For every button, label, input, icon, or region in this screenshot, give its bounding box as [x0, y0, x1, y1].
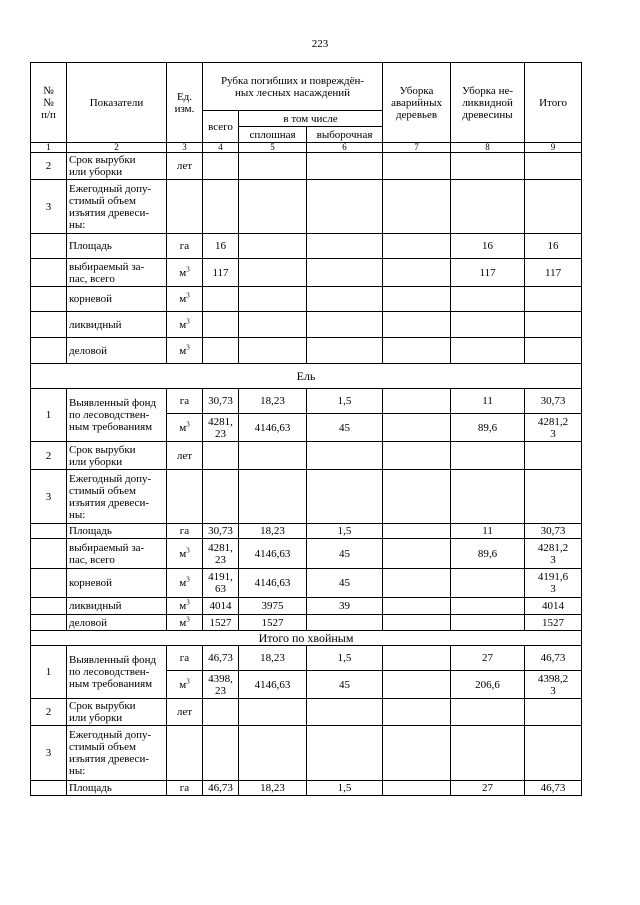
- row-label: Площадь: [67, 524, 167, 539]
- unit-sup: 3: [186, 264, 190, 273]
- value-cell-c4: 16: [203, 234, 239, 259]
- value-cell-c6: [307, 287, 383, 312]
- unit-cell: [167, 539, 203, 569]
- value-cell-c5: [239, 287, 307, 312]
- row-num: [31, 781, 67, 796]
- row-label: Срок вырубки или уборки: [67, 153, 167, 180]
- value-cell-c6: 1,5: [307, 389, 383, 414]
- value-cell-c4: [203, 180, 239, 234]
- unit-cell: [167, 287, 203, 312]
- value-cell-c4: [203, 312, 239, 338]
- row-num: [31, 338, 67, 364]
- unit-m: м: [179, 421, 187, 434]
- value-cell-c4: 30,73: [203, 389, 239, 414]
- value-cell-c7: [383, 781, 451, 796]
- value-cell-c4: 30,73: [203, 524, 239, 539]
- unit-cell: га: [167, 234, 203, 259]
- value-cell-c6: [307, 699, 383, 726]
- value-cell-c7: [383, 312, 451, 338]
- value-cell-c8: 89,6: [451, 539, 525, 569]
- unit-sup: 3: [186, 291, 190, 300]
- value-cell-c5: [239, 338, 307, 364]
- row-label: Площадь: [67, 234, 167, 259]
- value-cell-c8: [451, 470, 525, 524]
- value-cell-c5: 4146,63: [239, 539, 307, 569]
- unit-m: м: [179, 577, 187, 589]
- row-num: [31, 524, 67, 539]
- table-row: [31, 259, 582, 287]
- value-cell-c8: [451, 312, 525, 338]
- row-label: корневой: [67, 569, 167, 598]
- col-number: 8: [451, 143, 525, 153]
- value-cell-c4: 4398, 23: [203, 671, 239, 699]
- row-label: Площадь: [67, 781, 167, 796]
- table-row: [31, 389, 582, 414]
- value-cell-c5: [239, 442, 307, 470]
- value-cell-c9: [525, 699, 582, 726]
- unit-m: м: [179, 266, 187, 279]
- value-cell-c4: [203, 699, 239, 726]
- value-cell-c8: [451, 338, 525, 364]
- value-cell-c5: 4146,63: [239, 671, 307, 699]
- value-cell-c9: [525, 470, 582, 524]
- value-cell-c5: 4146,63: [239, 569, 307, 598]
- unit-cell: [167, 259, 203, 287]
- value-cell-c9: [525, 338, 582, 364]
- value-cell-c4: 117: [203, 259, 239, 287]
- value-cell-c4: 46,73: [203, 781, 239, 796]
- unit-m: м: [179, 547, 187, 560]
- unit-cell: га: [167, 524, 203, 539]
- value-cell-c6: 1,5: [307, 781, 383, 796]
- row-num: [31, 569, 67, 598]
- unit-m: м: [179, 678, 187, 691]
- row-label: ликвидный: [67, 598, 167, 615]
- unit-cell: лет: [167, 442, 203, 470]
- value-cell-c7: [383, 539, 451, 569]
- value-cell-c5: [239, 726, 307, 781]
- unit-m: м: [179, 293, 187, 305]
- value-cell-c5: [239, 699, 307, 726]
- value-cell-c6: [307, 442, 383, 470]
- row-label: Выявленный фонд по лесоводствен- ным требованиям: [67, 646, 167, 699]
- unit-m: м: [179, 600, 187, 612]
- value-cell-c9: 30,73: [525, 389, 582, 414]
- row-num: 2: [31, 699, 67, 726]
- value-cell-c9: [525, 287, 582, 312]
- value-cell-c5: [239, 259, 307, 287]
- value-cell-c6: 45: [307, 671, 383, 699]
- unit-sup: 3: [186, 316, 190, 325]
- unit-sup: 3: [186, 676, 190, 685]
- value-cell-c9: [525, 312, 582, 338]
- row-num: [31, 615, 67, 631]
- value-cell-c5: [239, 234, 307, 259]
- row-num: [31, 539, 67, 569]
- unit-cell: [167, 470, 203, 524]
- value-cell-c8: 11: [451, 524, 525, 539]
- value-cell-c8: [451, 287, 525, 312]
- value-cell-c5: [239, 312, 307, 338]
- value-cell-c7: [383, 338, 451, 364]
- value-cell-c7: [383, 524, 451, 539]
- row-num: [31, 312, 67, 338]
- value-cell-c6: [307, 615, 383, 631]
- table-body: [31, 153, 582, 796]
- section-row: [31, 631, 582, 646]
- value-cell-c4: 4281, 23: [203, 414, 239, 442]
- value-cell-c8: 117: [451, 259, 525, 287]
- row-label: Выявленный фонд по лесоводствен- ным требованиям: [67, 389, 167, 442]
- unit-cell: га: [167, 389, 203, 414]
- table-row: [31, 312, 582, 338]
- value-cell-c5: 1527: [239, 615, 307, 631]
- row-label: выбираемый за- пас, всего: [67, 259, 167, 287]
- row-num: 3: [31, 470, 67, 524]
- value-cell-c6: [307, 338, 383, 364]
- header-indicators: Показатели: [67, 63, 167, 143]
- value-cell-c9: 16: [525, 234, 582, 259]
- value-cell-c9: 4191,6 3: [525, 569, 582, 598]
- table-row: [31, 598, 582, 615]
- unit-sup: 3: [186, 614, 190, 623]
- header-clear: сплошная: [239, 127, 307, 143]
- value-cell-c4: [203, 470, 239, 524]
- column-number-row: [31, 143, 582, 153]
- value-cell-c5: 18,23: [239, 781, 307, 796]
- value-cell-c8: 27: [451, 646, 525, 671]
- row-num: 2: [31, 442, 67, 470]
- value-cell-c8: [451, 569, 525, 598]
- unit-cell: га: [167, 646, 203, 671]
- value-cell-c5: 3975: [239, 598, 307, 615]
- unit-sup: 3: [186, 575, 190, 584]
- value-cell-c6: 45: [307, 569, 383, 598]
- value-cell-c5: 4146,63: [239, 414, 307, 442]
- value-cell-c9: 1527: [525, 615, 582, 631]
- value-cell-c4: 4014: [203, 598, 239, 615]
- value-cell-c7: [383, 569, 451, 598]
- value-cell-c9: [525, 153, 582, 180]
- unit-sup: 3: [186, 545, 190, 554]
- row-num: [31, 234, 67, 259]
- col-number: 4: [203, 143, 239, 153]
- value-cell-c9: 117: [525, 259, 582, 287]
- value-cell-c9: 46,73: [525, 646, 582, 671]
- table-row: [31, 234, 582, 259]
- unit-cell: лет: [167, 699, 203, 726]
- table-row: [31, 726, 582, 781]
- header-felling: Рубка погибших и повреждён- ных лесных насаждений: [203, 63, 383, 111]
- row-num: [31, 598, 67, 615]
- value-cell-c4: 4191, 63: [203, 569, 239, 598]
- value-cell-c9: [525, 180, 582, 234]
- table-row: [31, 615, 582, 631]
- col-number: 1: [31, 143, 67, 153]
- unit-sup: 3: [186, 342, 190, 351]
- table-row: [31, 524, 582, 539]
- forest-data-table: [30, 62, 582, 796]
- section-title: Ель: [31, 364, 582, 389]
- header-including: в том числе: [239, 111, 383, 127]
- page-number: 223: [311, 38, 329, 50]
- value-cell-c9: [525, 726, 582, 781]
- value-cell-c4: [203, 726, 239, 781]
- value-cell-c9: 4014: [525, 598, 582, 615]
- value-cell-c6: 45: [307, 539, 383, 569]
- unit-m: м: [179, 344, 187, 357]
- value-cell-c5: 18,23: [239, 524, 307, 539]
- value-cell-c6: 1,5: [307, 524, 383, 539]
- table-row: [31, 180, 582, 234]
- value-cell-c7: [383, 180, 451, 234]
- value-cell-c7: [383, 646, 451, 671]
- row-label: корневой: [67, 287, 167, 312]
- unit-sup: 3: [186, 598, 190, 607]
- table-row: [31, 781, 582, 796]
- value-cell-c6: [307, 726, 383, 781]
- row-label: Срок вырубки или уборки: [67, 699, 167, 726]
- value-cell-c8: [451, 180, 525, 234]
- value-cell-c4: [203, 442, 239, 470]
- row-num: [31, 259, 67, 287]
- unit-sup: 3: [186, 419, 190, 428]
- value-cell-c8: 11: [451, 389, 525, 414]
- unit-cell: [167, 726, 203, 781]
- value-cell-c5: [239, 470, 307, 524]
- value-cell-c4: [203, 287, 239, 312]
- row-label: Ежегодный допу- стимый объем изъятия древеси- ны:: [67, 180, 167, 234]
- row-label: ликвидный: [67, 312, 167, 338]
- col-number: 3: [167, 143, 203, 153]
- value-cell-c7: [383, 259, 451, 287]
- table-row: [31, 569, 582, 598]
- value-cell-c8: 206,6: [451, 671, 525, 699]
- value-cell-c6: 45: [307, 414, 383, 442]
- row-num: 1: [31, 389, 67, 442]
- row-label: Ежегодный допу- стимый объем изъятия древеси- ны:: [67, 726, 167, 781]
- value-cell-c9: 4281,2 3: [525, 414, 582, 442]
- value-cell-c8: [451, 442, 525, 470]
- row-label: выбираемый за- пас, всего: [67, 539, 167, 569]
- value-cell-c9: 4398,2 3: [525, 671, 582, 699]
- row-label: деловой: [67, 338, 167, 364]
- section-title: Итого по хвойным: [31, 631, 582, 646]
- value-cell-c7: [383, 726, 451, 781]
- row-num: 2: [31, 153, 67, 180]
- value-cell-c7: [383, 442, 451, 470]
- value-cell-c8: 89,6: [451, 414, 525, 442]
- header-illiquid: Уборка не- ликвидной древесины: [451, 63, 525, 143]
- header-total-sub: всего: [203, 111, 239, 143]
- table-row: [31, 470, 582, 524]
- value-cell-c8: [451, 153, 525, 180]
- value-cell-c9: 4281,2 3: [525, 539, 582, 569]
- value-cell-c6: [307, 470, 383, 524]
- section-row: [31, 364, 582, 389]
- value-cell-c4: [203, 338, 239, 364]
- row-label: деловой: [67, 615, 167, 631]
- unit-cell: [167, 180, 203, 234]
- unit-cell: [167, 338, 203, 364]
- unit-cell: [167, 569, 203, 598]
- row-num: 3: [31, 726, 67, 781]
- row-num: [31, 287, 67, 312]
- row-num: 3: [31, 180, 67, 234]
- table-row: [31, 338, 582, 364]
- header-emergency: Уборка аварийных деревьев: [383, 63, 451, 143]
- table-row: [31, 699, 582, 726]
- row-label: Срок вырубки или уборки: [67, 442, 167, 470]
- value-cell-c5: [239, 180, 307, 234]
- value-cell-c5: 18,23: [239, 389, 307, 414]
- row-label: Ежегодный допу- стимый объем изъятия древеси- ны:: [67, 470, 167, 524]
- unit-cell: лет: [167, 153, 203, 180]
- value-cell-c8: 16: [451, 234, 525, 259]
- value-cell-c8: [451, 699, 525, 726]
- value-cell-c9: [525, 442, 582, 470]
- value-cell-c6: 1,5: [307, 646, 383, 671]
- col-number: 7: [383, 143, 451, 153]
- value-cell-c4: [203, 153, 239, 180]
- col-number: 9: [525, 143, 582, 153]
- unit-cell: [167, 598, 203, 615]
- value-cell-c7: [383, 153, 451, 180]
- value-cell-c6: [307, 234, 383, 259]
- value-cell-c4: 4281, 23: [203, 539, 239, 569]
- unit-cell: [167, 414, 203, 442]
- value-cell-c6: [307, 180, 383, 234]
- value-cell-c6: [307, 153, 383, 180]
- value-cell-c7: [383, 234, 451, 259]
- col-number: 2: [67, 143, 167, 153]
- value-cell-c8: [451, 598, 525, 615]
- table-row: [31, 646, 582, 671]
- value-cell-c8: 27: [451, 781, 525, 796]
- header-itogo: Итого: [525, 63, 582, 143]
- header-unit: Ед. изм.: [167, 63, 203, 143]
- header-selective: выборочная: [307, 127, 383, 143]
- unit-cell: [167, 671, 203, 699]
- header-num: № № п/п: [31, 63, 67, 143]
- unit-m: м: [179, 318, 187, 331]
- value-cell-c7: [383, 671, 451, 699]
- value-cell-c6: [307, 312, 383, 338]
- value-cell-c4: 1527: [203, 615, 239, 631]
- value-cell-c6: [307, 259, 383, 287]
- value-cell-c7: [383, 598, 451, 615]
- row-num: 1: [31, 646, 67, 699]
- table-row: [31, 153, 582, 180]
- value-cell-c8: [451, 615, 525, 631]
- unit-cell: [167, 312, 203, 338]
- value-cell-c4: 46,73: [203, 646, 239, 671]
- value-cell-c9: 46,73: [525, 781, 582, 796]
- unit-m: м: [179, 616, 187, 629]
- value-cell-c7: [383, 615, 451, 631]
- value-cell-c6: 39: [307, 598, 383, 615]
- value-cell-c5: [239, 153, 307, 180]
- table-row: [31, 442, 582, 470]
- value-cell-c7: [383, 287, 451, 312]
- value-cell-c9: 30,73: [525, 524, 582, 539]
- value-cell-c8: [451, 726, 525, 781]
- value-cell-c7: [383, 414, 451, 442]
- table-row: [31, 287, 582, 312]
- col-number: 5: [239, 143, 307, 153]
- table-row: [31, 539, 582, 569]
- value-cell-c7: [383, 470, 451, 524]
- unit-cell: [167, 615, 203, 631]
- unit-cell: га: [167, 781, 203, 796]
- value-cell-c5: 18,23: [239, 646, 307, 671]
- value-cell-c7: [383, 699, 451, 726]
- value-cell-c7: [383, 389, 451, 414]
- col-number: 6: [307, 143, 383, 153]
